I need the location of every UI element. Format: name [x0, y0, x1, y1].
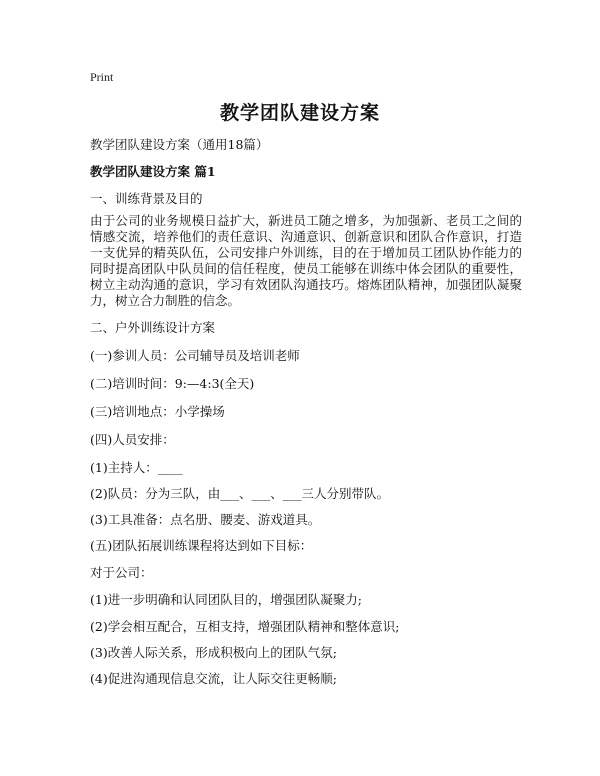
list-item: (三)培训地点：小学操场: [90, 404, 225, 419]
list-item: (1)主持人：____: [90, 460, 183, 475]
document-subtitle: 教学团队建设方案（通用18篇）: [90, 137, 269, 152]
list-item: (2)队员：分为三队，由___、___、___三人分别带队。: [90, 486, 389, 501]
page-title: 教学团队建设方案: [219, 102, 380, 124]
list-item: (四)人员安排：: [90, 432, 175, 447]
paragraph-training-purpose: 由于公司的业务规模日益扩大，新进员工随之增多，为加强新、老员工之间的情感交流，培养他们的责任意识、沟通意识、创新意识和团队合作意识，打造一支优异的精英队伍，公司安排户外训练，目的在于增加员工团队协作能力的同时提高团队中队员间的信任程度，使员工能够在训练中体会团队的重要性，树立主动沟通的意识，学习有效团队沟通技巧。熔炼团队精神，加强团队凝聚力，树立合力制胜的信念。: [90, 213, 522, 308]
list-item: (五)团队拓展训练课程将达到如下目标：: [90, 538, 313, 553]
list-item: (1)进一步明确和认同团队目的，增强团队凝聚力;: [90, 592, 362, 607]
list-item: (一)参训人员：公司辅导员及培训老师: [90, 348, 300, 363]
list-item: (3)工具准备：点名册、腰麦、游戏道具。: [90, 512, 321, 527]
list-item: (3)改善人际关系，形成积极向上的团队气氛;: [90, 645, 337, 660]
heading-outdoor-plan: 二、户外训练设计方案: [90, 320, 216, 335]
list-item: (2)学会相互配合，互相支持，增强团队精神和整体意识;: [90, 619, 400, 634]
heading-training-background: 一、训练背景及目的: [90, 191, 203, 206]
list-item: (4)促进沟通现信息交流，让人际交往更畅顺;: [90, 671, 337, 686]
print-link[interactable]: Print: [90, 70, 114, 84]
section-heading: 教学团队建设方案 篇1: [90, 164, 216, 179]
list-item: (二)培训时间：9:—4:3(全天): [90, 376, 255, 391]
list-item: 对于公司：: [90, 565, 153, 580]
